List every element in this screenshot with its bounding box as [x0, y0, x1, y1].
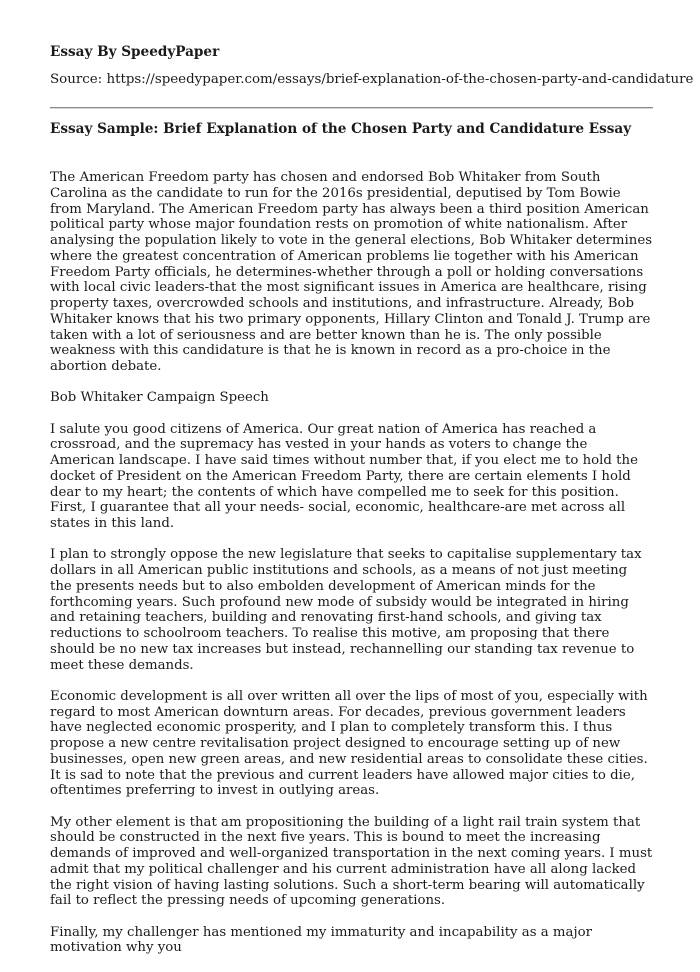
- source-label: Source:: [50, 72, 107, 87]
- document-header-title: Essay By SpeedyPaper: [50, 44, 220, 60]
- essay-body: [50, 170, 653, 972]
- source-line: [50, 72, 693, 87]
- source-url: https://speedypaper.com/essays/brief-explanation-of-the-chosen-party-and-candidature: [106, 72, 694, 87]
- essay-paragraph: I plan to strongly oppose the new legislature that seeks to capitalise supplementary tax dollars in all American public institutions and schools, as a means of not just meeting the presents needs but to also embolden development of American minds for the forthcoming years. Such profound new mode of subsidy would be integrated in hiring and retaining teachers, building and renovating first-hand schools, and giving tax reductions to schoolroom teachers. To realise this motive, am proposing that there should be no new tax increases but instead, rechannelling our standing tax revenue to meet these demands.: [50, 547, 642, 673]
- essay-paragraph: The American Freedom party has chosen and endorsed Bob Whitaker from South Carolina as the candidate to run for the 2016s presidential, deputised by Tom Bowie from Maryland. The American Freedom party has always been a third position American political party whose major foundation rests on promotion of white nationalism. After analysing the population likely to vote in the general elections, Bob Whitaker determines where the greatest concentration of American problems lie together with his American Freedom Party officials, he determines-whether through a poll or holding conversations with local civic leaders-that the most significant issues in America are healthcare, rising property taxes, overcrowded schools and institutions, and infrastructure. Already, Bob Whitaker knows that his two primary opponents, Hillary Clinton and Tonald J. Trump are taken with a lot of seriousness and are better known than he is. The only possible weakness with this candidature is that he is known in record as a pro-choice in the abortion debate.: [50, 170, 653, 374]
- essay-paragraph: I salute you good citizens of America. Our great nation of America has reached a crossroad, and the supremacy has vested in your hands as voters to change the American landscape. I have said times without number that, if you elect me to hold the docket of President on the American Freedom Party, there are certain elements I hold dear to my heart; the contents of which have compelled me to seek for this position. First, I guarantee that all your needs- social, economic, healthcare-are met across all states in this land.: [50, 421, 638, 531]
- essay-paragraph: Economic development is all over written all over the lips of most of you, especially with regard to most American downturn areas. For decades, previous government leaders have neglected economic prosperity, and I plan to completely transform this. I thus propose a new centre revitalisation project designed to encourage setting up of new businesses, open new green areas, and new residential areas to consolidate these cities. It is sad to note that the previous and current leaders have allowed major cities to die, oftentimes preferring to invest in outlying areas.: [50, 688, 648, 799]
- essay-paragraph: Finally, my challenger has mentioned my immaturity and incapability as a major motivation why you: [50, 924, 592, 956]
- header-divider: [50, 107, 653, 109]
- essay-paragraph: My other element is that am propositioning the building of a light rail train system that should be constructed in the next five years. This is bound to meet the increasing demands of improved and well-organized transportation in the next coming years. I must admit that my political challenger and his current administration have all along lacked the right vision of having lasting solutions. Such a short-term bearing will automatically fail to reflect the pressing needs of upcoming generations.: [50, 814, 653, 909]
- speech-heading: Bob Whitaker Campaign Speech: [50, 390, 269, 406]
- essay-title: Essay Sample: Brief Explanation of the Chosen Party and Candidature Essay: [50, 121, 632, 137]
